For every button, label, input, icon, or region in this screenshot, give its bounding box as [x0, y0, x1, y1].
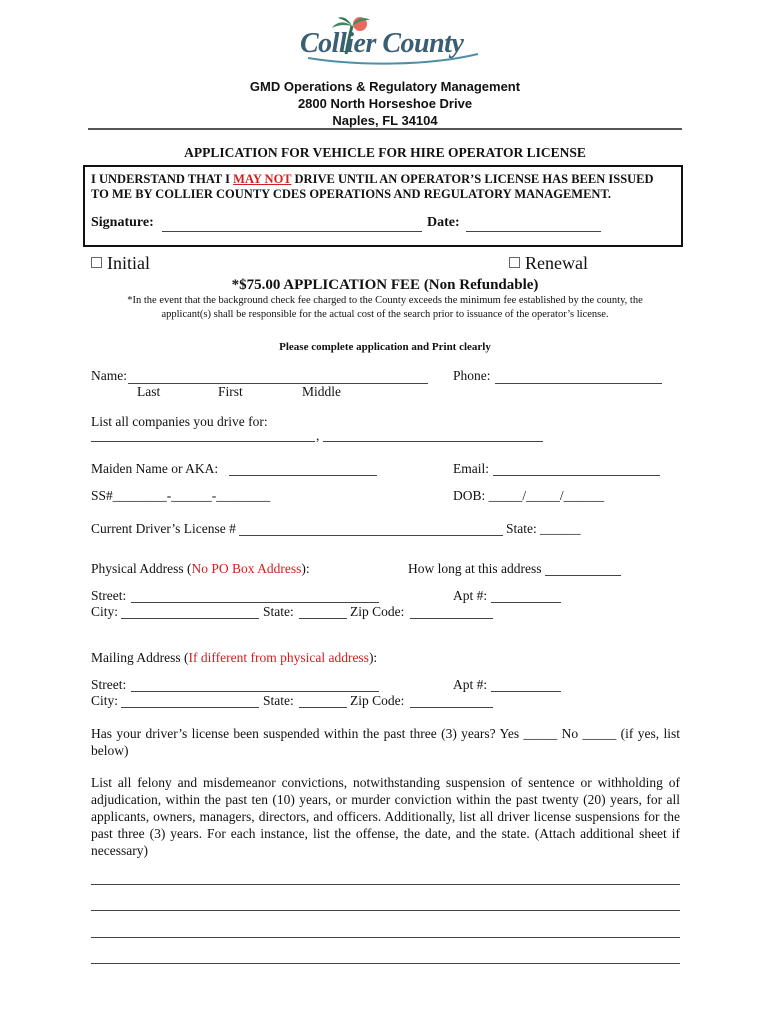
- notice-text: I UNDERSTAND THAT I: [91, 172, 234, 186]
- physical-apt-field[interactable]: [491, 602, 561, 603]
- dob-field[interactable]: DOB: _____/_____/______: [453, 488, 605, 503]
- mailing-apt-field[interactable]: [491, 691, 561, 692]
- org-city: Naples, FL 34104: [332, 113, 438, 128]
- notice-line-2: TO ME BY COLLIER COUNTY CDES OPERATIONS AND REGULATORY MANAGEMENT.: [91, 187, 611, 201]
- answer-line-1[interactable]: [91, 884, 680, 885]
- mailing-city-field[interactable]: [121, 707, 259, 708]
- physical-state-field[interactable]: [299, 618, 347, 619]
- date-label: Date:: [427, 215, 460, 230]
- initial-label: Initial: [107, 253, 150, 273]
- org-name: GMD Operations & Regulatory Management: [249, 79, 521, 94]
- mailing-city-label: City:: [91, 693, 119, 708]
- mailing-apt-label: Apt #:: [453, 677, 488, 692]
- fee-title: *$75.00 APPLICATION FEE (Non Refundable): [231, 277, 539, 293]
- physical-address-text: Physical Address (: [91, 561, 192, 576]
- fee-note-1: *In the event that the background check fee charged to the County exceeds the minimum fee established by the county, the: [127, 295, 643, 306]
- physical-city-label: City:: [91, 604, 119, 619]
- logo-text: Collier County: [300, 28, 464, 59]
- companies-comma: ,: [316, 428, 320, 443]
- mailing-zip-field[interactable]: [410, 707, 493, 708]
- renewal-option[interactable]: [509, 253, 588, 274]
- mailing-zip-label: Zip Code:: [350, 693, 405, 708]
- convictions-question: List all felony and misdemeanor convictions, notwithstanding suspension of sentence or withholding of adjudication, within the past ten (10) years, or murder conviction within the past twenty (20) years, for all applicants, owners, managers, directors, and officers. Additionally, list all driver license suspensions for the past three (3) years. For each instance, list the offense, the date, and the state. (Attach additional sheet if necessary): [91, 775, 680, 858]
- renewal-label: Renewal: [525, 253, 588, 273]
- company-field-2[interactable]: [323, 441, 543, 442]
- physical-zip-label: Zip Code:: [350, 604, 405, 619]
- suspension-question: Has your driver’s license been suspended within the past three (3) years? Yes _____ No _____ (if yes, list below): [91, 726, 680, 758]
- name-last-caption: Last: [137, 384, 161, 399]
- name-first-caption: First: [218, 384, 243, 399]
- org-street: 2800 North Horseshoe Drive: [297, 96, 473, 111]
- initial-option[interactable]: [91, 253, 150, 274]
- license-state-field[interactable]: State: ______: [506, 521, 581, 536]
- mailing-street-label: Street:: [91, 677, 127, 692]
- name-middle-caption: Middle: [302, 384, 341, 399]
- maiden-field[interactable]: [229, 475, 377, 476]
- email-label: Email:: [453, 461, 489, 476]
- companies-label: List all companies you drive for:: [91, 414, 268, 429]
- mailing-street-field[interactable]: [131, 691, 379, 692]
- checkbox-icon[interactable]: [91, 257, 102, 268]
- ss-field[interactable]: SS#________-______-________: [91, 488, 271, 503]
- mailing-address-note: If different from physical address: [188, 650, 369, 665]
- mailing-address-text: ):: [368, 650, 378, 665]
- company-field-1[interactable]: [91, 441, 315, 442]
- physical-apt-label: Apt #:: [453, 588, 488, 603]
- name-field[interactable]: [128, 383, 428, 384]
- notice-line-1: [91, 172, 654, 187]
- phone-field[interactable]: [495, 383, 662, 384]
- notice-emphasis: MAY NOT: [233, 172, 292, 186]
- fee-note-2: applicant(s) shall be responsible for the actual cost of the search prior to issuance of the operator’s license.: [161, 309, 609, 320]
- email-field[interactable]: [493, 475, 660, 476]
- notice-text: DRIVE UNTIL AN OPERATOR’S LICENSE HAS BEEN ISSUED: [291, 172, 654, 186]
- checkbox-icon[interactable]: [509, 257, 520, 268]
- instruction: Please complete application and Print clearly: [279, 341, 491, 353]
- signature-field[interactable]: [162, 231, 422, 232]
- license-field[interactable]: [239, 535, 503, 536]
- date-field[interactable]: [466, 231, 601, 232]
- mailing-address-label: [91, 650, 377, 666]
- how-long-label: How long at this address: [408, 561, 542, 576]
- signature-label: Signature:: [91, 215, 154, 230]
- how-long-field[interactable]: [545, 575, 621, 576]
- physical-address-text: ):: [301, 561, 310, 576]
- maiden-label: Maiden Name or AKA:: [91, 461, 219, 476]
- answer-line-2[interactable]: [91, 910, 680, 911]
- mailing-address-text: Mailing Address (: [91, 650, 189, 665]
- mailing-state-field[interactable]: [299, 707, 347, 708]
- form-title: APPLICATION FOR VEHICLE FOR HIRE OPERATOR LICENSE: [184, 145, 586, 160]
- physical-address-note: No PO Box Address: [191, 561, 302, 576]
- name-label: Name:: [91, 368, 127, 383]
- physical-street-label: Street:: [91, 588, 127, 603]
- license-label: Current Driver’s License #: [91, 521, 236, 536]
- mailing-state-label: State:: [263, 693, 294, 708]
- header-divider: [88, 128, 682, 130]
- physical-zip-field[interactable]: [410, 618, 493, 619]
- phone-label: Phone:: [453, 368, 491, 383]
- physical-state-label: State:: [263, 604, 294, 619]
- physical-address-label: [91, 561, 310, 577]
- physical-street-field[interactable]: [131, 602, 379, 603]
- physical-city-field[interactable]: [121, 618, 259, 619]
- answer-line-4[interactable]: [91, 963, 680, 964]
- answer-line-3[interactable]: [91, 937, 680, 938]
